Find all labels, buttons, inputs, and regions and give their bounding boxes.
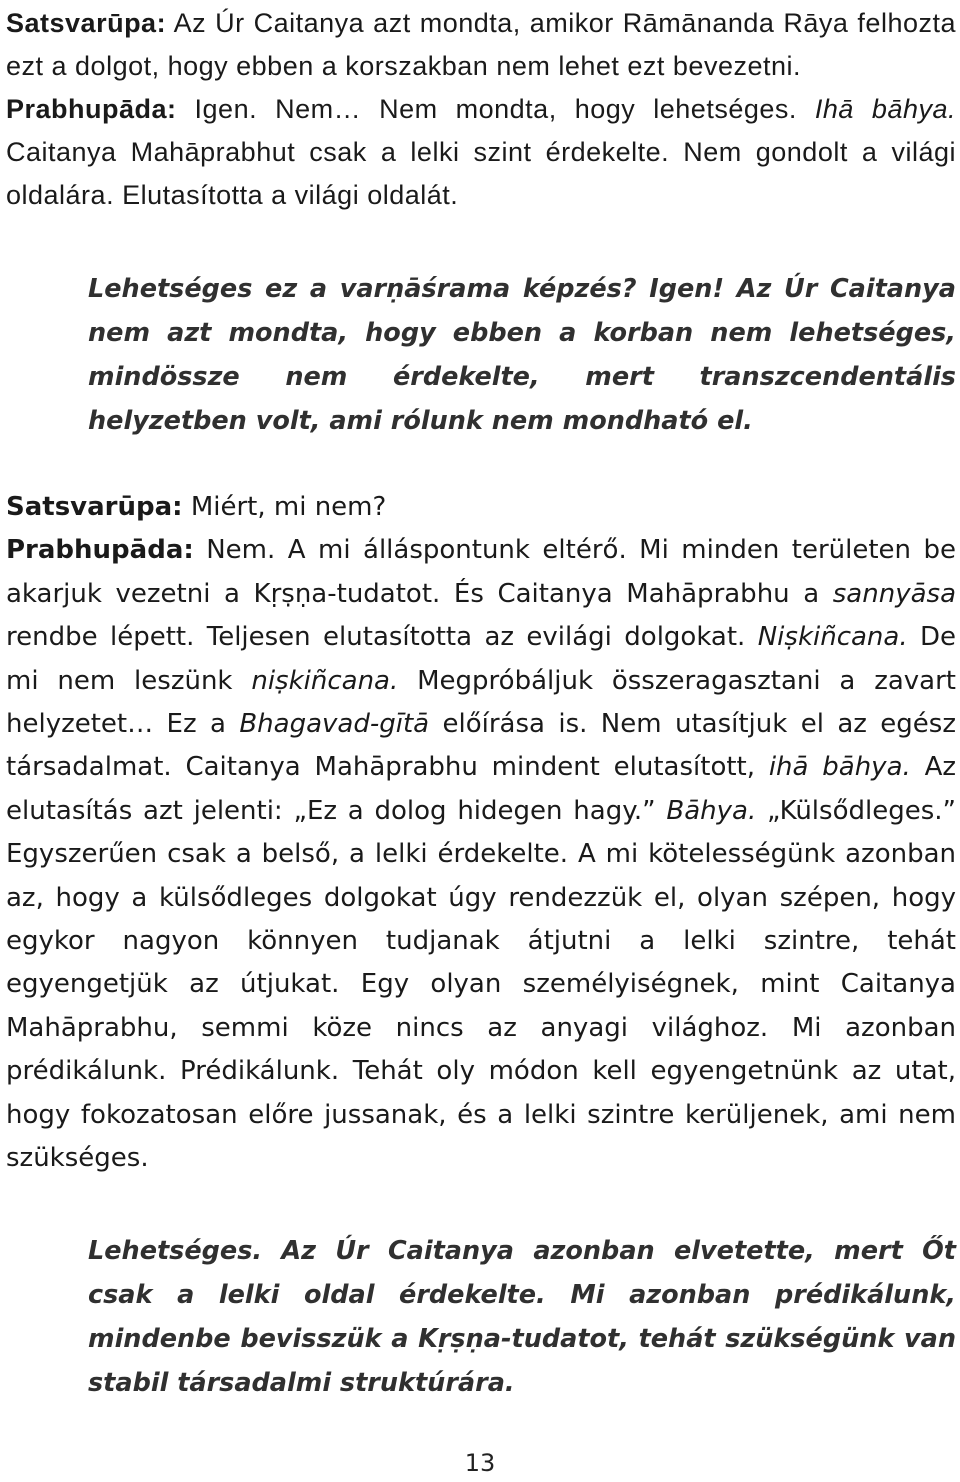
italic-term: niṣkiñcana. bbox=[251, 665, 399, 696]
dialogue-text: rendbe lépett. Teljesen elutasította az evilági dolgokat. bbox=[6, 622, 758, 653]
dialogue-block-1 bbox=[6, 2, 956, 217]
speaker-prabhupada: Prabhupāda: bbox=[6, 94, 177, 124]
italic-term: Ihā bāhya. bbox=[814, 94, 957, 124]
speaker-satsvarupa: Satsvarūpa: bbox=[6, 8, 167, 38]
dialogue-text: előírása is. Nem utasítjuk el az egész társadalmat. Caitanya Mahāprabhu mindent elutasított, bbox=[6, 709, 956, 783]
speaker-prabhupada: Prabhupāda: bbox=[6, 535, 194, 566]
speaker-satsvarupa: Satsvarūpa: bbox=[6, 492, 183, 522]
dialogue-text: Igen. Nem… Nem mondta, hogy lehetséges. bbox=[176, 94, 815, 124]
italic-term: Bāhya. bbox=[666, 795, 757, 826]
italic-term: Niṣkiñcana. bbox=[757, 622, 908, 653]
commentary-note-2: Lehetséges. Az Úr Caitanya azonban elvetette, mert Őt csak a lelki oldal érdekelte. Mi azonban prédikálunk, mindenbe bevisszük a Kṛṣṇa-tudatot, tehát szükségünk van stabil társadalmi struktúrára. bbox=[88, 1236, 956, 1398]
italic-term: Bhagavad-gītā bbox=[239, 709, 430, 740]
commentary-note-1: Lehetséges ez a varṇāśrama képzés? Igen! Az Úr Caitanya nem azt mondta, hogy ebben a korban nem lehetséges, mindössze nem érdekelte, mert transzcendentális helyzetben volt, ami rólunk nem mondható el. bbox=[88, 274, 956, 436]
dialogue-text: Megpróbáljuk összeragasztani a zavart helyzetet… Ez a bbox=[6, 665, 956, 740]
page-number: 13 bbox=[464, 1449, 496, 1477]
dialogue-text: Caitanya Mahāprabhut csak a lelki szint érdekelte. Nem gondolt a világi oldalára. Elutasította a világi oldalát. bbox=[6, 137, 956, 210]
dialogue-text: Az Úr Caitanya azt mondta, amikor Rāmānanda Rāya felhozta ezt a dolgot, hogy ebben a korszakban nem lehet ezt bevezetni. bbox=[6, 8, 956, 81]
dialogue-text: Az elutasítás azt jelenti: „Ez a dolog hidegen hagy.” bbox=[6, 752, 956, 826]
dialogue-text: „Külsődleges.” Egyszerűen csak a belső, a lelki érdekelte. A mi kötelességünk azonban az, hogy a külsődleges dolgokat úgy rendezzük el, olyan szépen, hogy egykor nagyon könnyen tudjanak átjutni a lelki szintre, tehát egyengetjük az útjukat. Egy olyan személyiségnek, mint Caitanya Mahāprabhu, semmi köze nincs az anyagi világhoz. Mi azonban prédikálunk. Prédikálunk. Tehát oly módon kell egyengetnünk az utat, hogy fokozatosan előre jussanak, és a lelki szintre kerüljenek, ami nem szükséges. bbox=[6, 795, 956, 1174]
dialogue-text: De mi nem leszünk bbox=[6, 622, 957, 696]
dialogue-text: Miért, mi nem? bbox=[182, 492, 387, 522]
dialogue-text: Nem. A mi álláspontunk eltérő. Mi minden területen be akarjuk vezetni a Kṛṣṇa-tudatot. És Caitanya Mahāprabhu a bbox=[6, 535, 956, 609]
dialogue-block-2 bbox=[6, 486, 956, 1181]
italic-term: sannyāsa bbox=[832, 578, 956, 609]
italic-term: ihā bāhya. bbox=[768, 752, 911, 783]
